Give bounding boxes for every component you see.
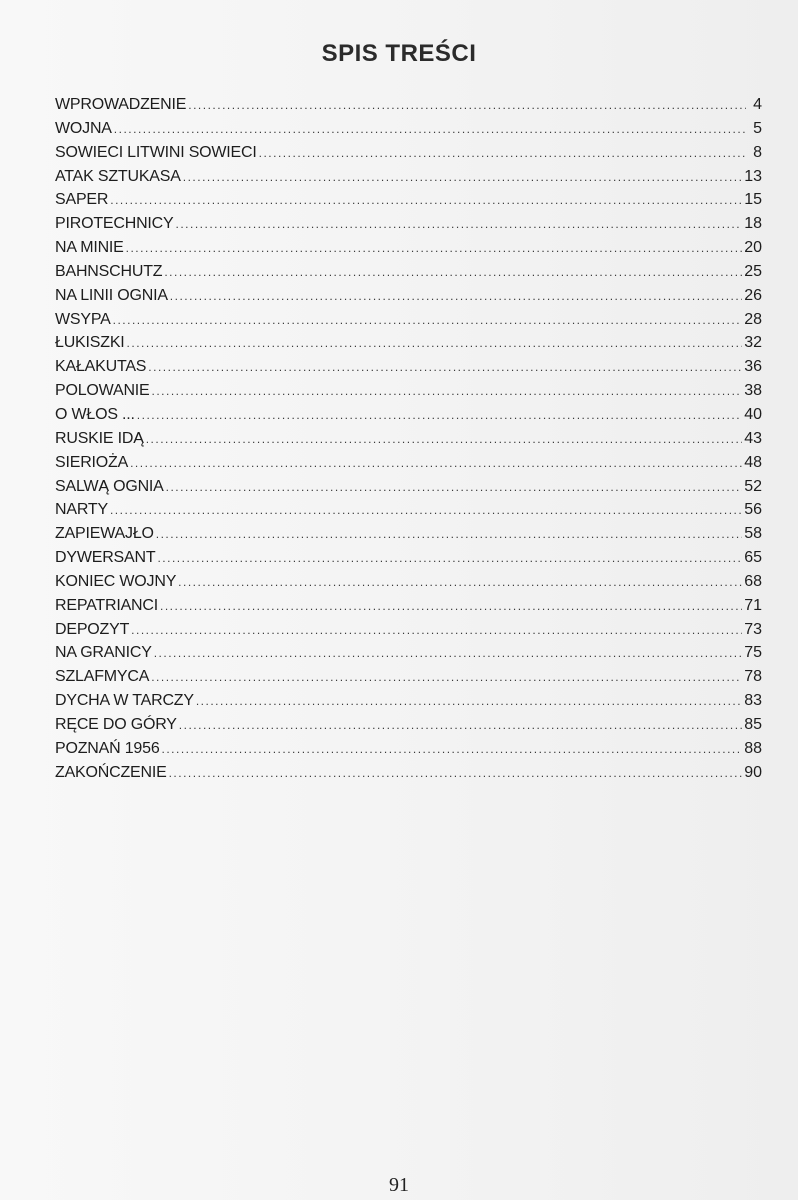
entry-page-number: 73 <box>744 620 762 638</box>
toc-entry <box>55 212 762 236</box>
dot-leader <box>156 523 742 546</box>
entry-page-number: 52 <box>744 477 762 495</box>
dot-leader <box>196 690 742 713</box>
entry-page-number: 90 <box>744 763 762 781</box>
entry-title: SALWĄ OGNIA <box>55 477 164 495</box>
dot-leader <box>178 571 742 594</box>
entry-page-number: 56 <box>744 501 762 519</box>
toc-entry <box>55 475 762 499</box>
entry-page-number: 71 <box>744 596 762 614</box>
entry-title: POLOWANIE <box>55 382 150 400</box>
dot-leader <box>259 142 746 165</box>
dot-leader <box>126 237 743 260</box>
toc-entry <box>55 379 762 403</box>
entry-page-number: 40 <box>744 405 762 423</box>
toc-entry <box>55 403 762 427</box>
entry-title: PIROTECHNICY <box>55 215 174 233</box>
dot-leader <box>164 261 742 284</box>
toc-entry <box>55 93 762 117</box>
toc-entry <box>55 355 762 379</box>
entry-title: KAŁAKUTAS <box>55 358 147 376</box>
entry-page-number: 28 <box>744 310 762 328</box>
toc-entry <box>55 689 762 713</box>
toc-entry <box>55 236 762 260</box>
toc-entry <box>55 641 762 665</box>
toc-entry <box>55 546 762 570</box>
toc-entry <box>55 522 762 546</box>
entry-page-number: 68 <box>744 572 762 590</box>
table-of-contents <box>55 93 762 784</box>
entry-title: WSYPA <box>55 310 111 328</box>
entry-title: SZLAFMYCA <box>55 668 150 686</box>
toc-entry <box>55 427 762 451</box>
dot-leader <box>110 499 742 522</box>
entry-page-number: 20 <box>744 239 762 257</box>
dot-leader <box>148 356 742 379</box>
dot-leader <box>154 642 743 665</box>
entry-title: SOWIECI LITWINI SOWIECI <box>55 143 257 161</box>
dot-leader <box>146 428 743 451</box>
entry-page-number: 26 <box>744 286 762 304</box>
entry-title: POZNAŃ 1956 <box>55 739 160 757</box>
toc-entry <box>55 737 762 761</box>
dot-leader <box>176 213 743 236</box>
toc-entry <box>55 188 762 212</box>
entry-page-number: 83 <box>744 692 762 710</box>
dot-leader <box>110 189 742 212</box>
entry-title: DYCHA W TARCZY <box>55 692 194 710</box>
dot-leader <box>131 619 742 642</box>
entry-title: DYWERSANT <box>55 549 156 567</box>
dot-leader <box>152 380 743 403</box>
entry-page-number: 4 <box>753 96 762 113</box>
dot-leader <box>130 452 742 475</box>
dot-leader <box>188 94 746 117</box>
entry-title: WOJNA <box>55 119 112 137</box>
entry-page-number: 78 <box>744 668 762 686</box>
toc-entry <box>55 594 762 618</box>
toc-entry <box>55 498 762 522</box>
dot-leader <box>151 666 742 689</box>
toc-entry <box>55 117 762 141</box>
entry-title: ZAKOŃCZENIE <box>55 763 167 781</box>
entry-page-number: 43 <box>744 429 762 447</box>
toc-entry <box>55 761 762 785</box>
dot-leader <box>169 762 743 785</box>
entry-page-number: 36 <box>744 358 762 376</box>
entry-title: DEPOZYT <box>55 620 130 638</box>
toc-entry <box>55 141 762 165</box>
dot-leader <box>127 332 743 355</box>
entry-page-number: 5 <box>753 119 762 137</box>
entry-page-number: 88 <box>744 739 762 757</box>
toc-entry <box>55 331 762 355</box>
toc-entry <box>55 165 762 189</box>
entry-title: SIERIOŻA <box>55 453 129 471</box>
toc-entry <box>55 570 762 594</box>
entry-title: ATAK SZTUKASA <box>55 167 181 185</box>
toc-entry <box>55 308 762 332</box>
entry-page-number: 32 <box>744 334 762 352</box>
entry-title: KONIEC WOJNY <box>55 572 177 590</box>
dot-leader <box>183 166 742 189</box>
entry-title: NARTY <box>55 501 108 519</box>
dot-leader <box>160 595 742 618</box>
entry-title: NA LINII OGNIA <box>55 286 168 304</box>
entry-page-number: 38 <box>744 382 762 400</box>
dot-leader <box>179 714 742 737</box>
page-number: 91 <box>389 1174 409 1196</box>
toc-entry <box>55 713 762 737</box>
entry-page-number: 15 <box>744 191 762 209</box>
dot-leader <box>114 118 746 141</box>
entry-title: RĘCE DO GÓRY <box>55 715 177 733</box>
toc-entry <box>55 665 762 689</box>
dot-leader <box>113 309 743 332</box>
toc-entry <box>55 260 762 284</box>
entry-page-number: 65 <box>744 549 762 567</box>
entry-title: WPROWADZENIE <box>55 96 187 113</box>
entry-page-number: 18 <box>744 215 762 233</box>
entry-page-number: 13 <box>744 167 762 185</box>
toc-entry <box>55 618 762 642</box>
toc-entry <box>55 451 762 475</box>
dot-leader <box>166 476 743 499</box>
entry-title: REPATRIANCI <box>55 596 158 614</box>
entry-title: ZAPIEWAJŁO <box>55 525 154 543</box>
entry-page-number: 75 <box>744 644 762 662</box>
entry-page-number: 48 <box>744 453 762 471</box>
entry-title: O WŁOS ... <box>55 405 135 423</box>
toc-entry <box>55 284 762 308</box>
dot-leader <box>170 285 742 308</box>
entry-page-number: 8 <box>753 143 762 161</box>
entry-title: RUSKIE IDĄ <box>55 429 144 447</box>
entry-title: NA MINIE <box>55 239 124 257</box>
entry-page-number: 25 <box>744 262 762 280</box>
dot-leader <box>137 404 742 427</box>
entry-page-number: 85 <box>744 715 762 733</box>
dot-leader <box>157 547 742 570</box>
entry-title: BAHNSCHUTZ <box>55 262 163 280</box>
dot-leader <box>162 738 743 761</box>
entry-title: ŁUKISZKI <box>55 334 125 352</box>
entry-page-number: 58 <box>744 525 762 543</box>
page-title: SPIS TREŚCI <box>321 40 477 67</box>
entry-title: SAPER <box>55 191 109 209</box>
entry-title: NA GRANICY <box>55 644 152 662</box>
